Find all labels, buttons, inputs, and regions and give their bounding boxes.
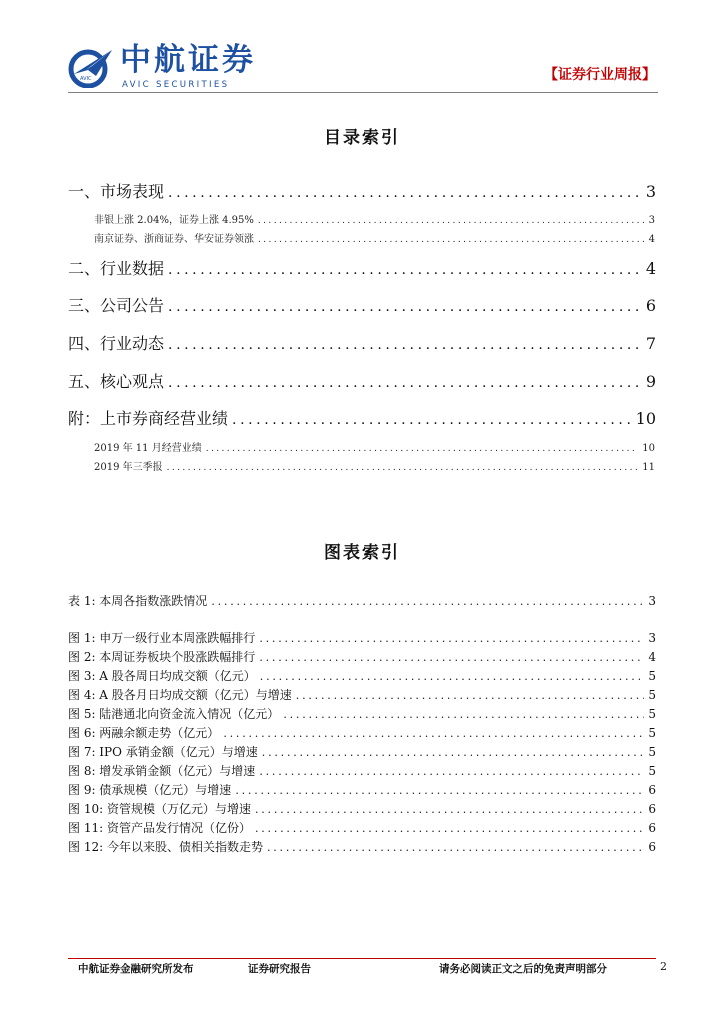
figure-entry-text: 图 9: 债承规模（亿元）与增速 [68, 783, 232, 797]
footer-report-type: 证券研究报告 [248, 963, 311, 975]
toc-entry-text: 南京证券、浙商证券、华安证券领涨 [94, 234, 254, 245]
figure-entry-text: 图 2: 本周证券板块个股涨跌幅排行 [68, 650, 256, 664]
figure-entry[interactable] [68, 593, 656, 610]
figure-entry-text: 图 11: 资管产品发行情况（亿份） [68, 821, 251, 835]
toc-entry-text: 一、市场表现 [68, 182, 165, 201]
toc-leader [211, 594, 644, 610]
toc-entry-text: 五、核心观点 [68, 372, 165, 391]
toc-leader [259, 764, 644, 780]
figure-entry-text: 图 1: 申万一级行业本周涨跌幅排行 [68, 631, 256, 645]
toc-entry-text: 非银上涨 2.04%，证券上涨 4.95% [94, 215, 254, 226]
figure-entry[interactable] [68, 630, 656, 647]
toc-entry-page: 4 [645, 259, 656, 278]
figure-entry-page: 6 [648, 783, 656, 797]
toc-entry[interactable] [68, 409, 656, 430]
figure-entry[interactable] [68, 820, 656, 837]
figure-entry-page: 6 [648, 802, 656, 816]
toc-entry[interactable] [68, 372, 656, 393]
figure-entry-text: 图 4: A 股各月日均成交额（亿元）与增速 [68, 688, 292, 702]
figure-entry[interactable] [68, 649, 656, 666]
toc-leader [258, 214, 645, 228]
toc-leader [259, 650, 644, 666]
logo-chinese-name: 中航证券 [120, 42, 256, 78]
toc-subentry[interactable] [94, 214, 655, 228]
toc-entry-text: 2019 年三季报 [94, 462, 163, 473]
toc-leader [260, 669, 645, 685]
toc-title: 目录索引 [324, 128, 400, 148]
figure-entry[interactable] [68, 839, 656, 856]
toc-leader [235, 783, 644, 799]
toc-leader [258, 233, 645, 247]
figure-entry-text: 图 10: 资管规模（万亿元）与增速 [68, 802, 251, 816]
header-divider [68, 92, 658, 93]
figure-entry-page: 6 [648, 840, 656, 854]
toc-leader [259, 631, 644, 647]
toc-entry-page: 9 [645, 372, 656, 391]
logo-mark-text: AVIC [80, 76, 92, 82]
logo-english-name: AVIC SECURITIES [122, 80, 230, 90]
figures-title: 图表索引 [324, 543, 400, 563]
figure-entry-page: 5 [648, 726, 656, 740]
toc-leader [232, 410, 632, 430]
figure-entry-page: 5 [648, 707, 656, 721]
figure-entry-text: 表 1: 本周各指数涨跌情况 [68, 594, 208, 608]
toc-entry-page: 3 [645, 182, 656, 201]
toc-entry-page: 7 [645, 334, 656, 353]
figure-entry-text: 图 3: A 股各周日均成交额（亿元） [68, 669, 256, 683]
footer-divider [68, 958, 656, 959]
toc-entry[interactable] [68, 259, 656, 280]
figure-entry-page: 5 [648, 745, 656, 759]
figure-entry-text: 图 7: IPO 承销金额（亿元）与增速 [68, 745, 258, 759]
toc-entry-page: 3 [648, 215, 655, 226]
figure-entry-page: 5 [648, 688, 656, 702]
toc-leader [262, 745, 645, 761]
avic-logo-icon [66, 46, 114, 88]
toc-entry-text: 四、行业动态 [68, 334, 165, 353]
toc-leader [296, 688, 645, 704]
figure-entry[interactable] [68, 706, 656, 723]
toc-entry-page: 6 [645, 296, 656, 315]
toc-entry[interactable] [68, 296, 656, 317]
toc-entry-text: 三、公司公告 [68, 296, 165, 315]
figure-entry-page: 3 [648, 594, 656, 608]
footer-publisher: 中航证券金融研究所发布 [78, 963, 194, 975]
toc-entry-page: 11 [642, 462, 655, 473]
figure-entry[interactable] [68, 782, 656, 799]
figure-entry-text: 图 6: 两融余额走势（亿元） [68, 726, 220, 740]
toc-leader [206, 442, 639, 456]
toc-leader [255, 821, 644, 837]
toc-leader [168, 373, 642, 393]
figure-entry-text: 图 12: 今年以来股、债相关指数走势 [68, 840, 263, 854]
figure-entry-text: 图 5: 陆港通北向资金流入情况（亿元） [68, 707, 280, 721]
toc-subentry[interactable] [94, 233, 655, 247]
toc-leader [168, 260, 642, 280]
figure-entry[interactable] [68, 668, 656, 685]
figure-entry[interactable] [68, 763, 656, 780]
toc-subentry[interactable] [94, 442, 655, 456]
figure-entry-text: 图 8: 增发承销金额（亿元）与增速 [68, 764, 256, 778]
toc-entry-text: 二、行业数据 [68, 259, 165, 278]
toc-leader [168, 183, 642, 203]
toc-leader [167, 461, 639, 475]
figure-entry[interactable] [68, 725, 656, 742]
toc-entry-text: 2019 年 11 月经营业绩 [94, 443, 202, 454]
figure-entry-page: 3 [648, 631, 656, 645]
toc-leader [223, 726, 644, 742]
toc-leader [168, 297, 642, 317]
toc-entry-page: 10 [635, 409, 656, 428]
figure-entry-page: 5 [648, 764, 656, 778]
figure-entry[interactable] [68, 744, 656, 761]
toc-subentry[interactable] [94, 461, 655, 475]
report-tag: 【证券行业周报】 [544, 67, 656, 83]
toc-entry-text: 附：上市券商经营业绩 [68, 409, 229, 428]
figure-entry-page: 6 [648, 821, 656, 835]
toc-entry-page: 10 [642, 443, 655, 454]
figure-entry[interactable] [68, 801, 656, 818]
toc-leader [168, 335, 642, 355]
page-number: 2 [660, 960, 667, 973]
toc-leader [283, 707, 644, 723]
figure-entry-page: 5 [648, 669, 656, 683]
toc-entry[interactable] [68, 182, 656, 203]
toc-entry-page: 4 [648, 234, 655, 245]
toc-leader [255, 802, 644, 818]
toc-entry[interactable] [68, 334, 656, 355]
figure-entry[interactable] [68, 687, 656, 704]
footer-disclaimer: 请务必阅读正文之后的免责声明部分 [439, 963, 607, 975]
figure-entry-page: 4 [648, 650, 656, 664]
toc-leader [267, 840, 644, 856]
